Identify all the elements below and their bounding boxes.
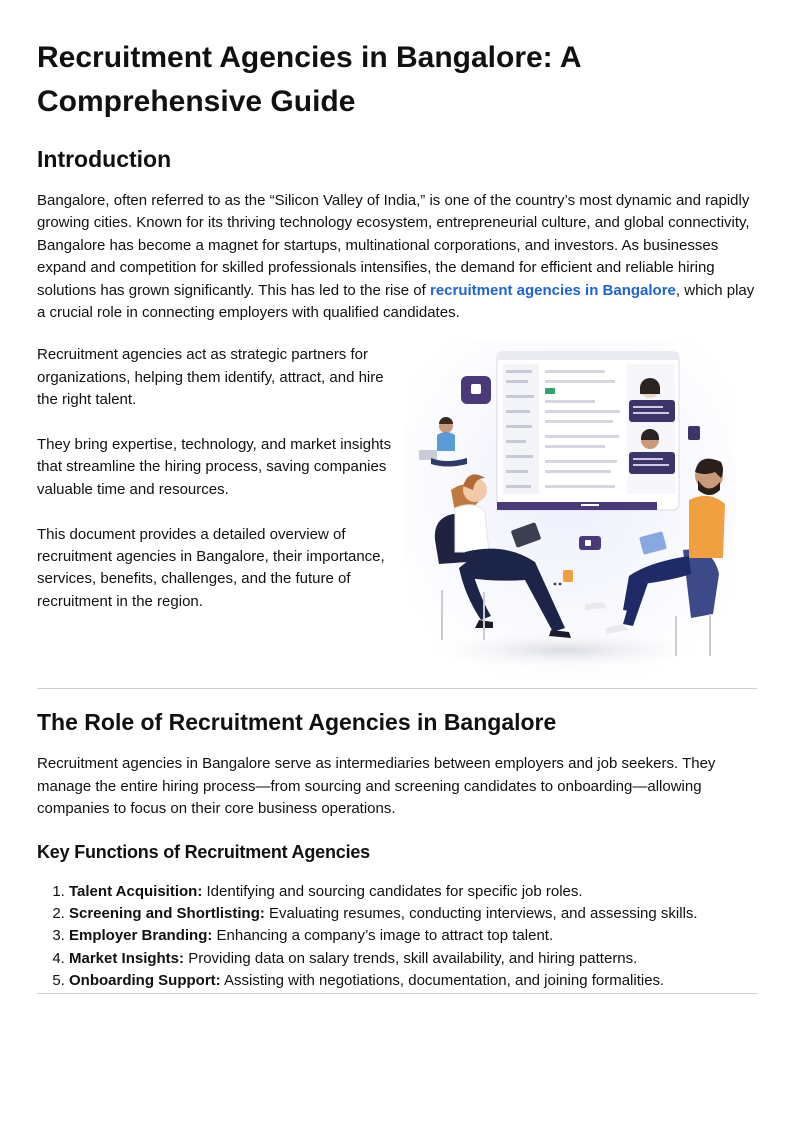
list-item-label: Talent Acquisition: — [69, 882, 203, 900]
list-item — [69, 903, 757, 925]
intro-two-column — [37, 340, 757, 688]
floating-badge-orange — [563, 570, 573, 582]
list-item-text: Evaluating resumes, conducting interviews, and assessing skills. — [264, 905, 698, 923]
intro-text-after-link: , which play a crucial role in connecting employers with qualified candidates. — [37, 281, 755, 322]
key-functions-list — [37, 881, 757, 993]
list-item-label: Market Insights: — [69, 949, 185, 967]
intro-heading: Introduction — [37, 146, 172, 172]
role-paragraph: Recruitment agencies in Bangalore serve as intermediaries between employers and job seekers. They manage the entire hiring process—from sourcing and screening candidates to onboarding—allowing companies to focus on their core business operations. — [37, 755, 716, 818]
intro-paragraph — [37, 190, 757, 324]
document-icon — [688, 426, 700, 440]
list-item-text: Identifying and sourcing candidates for specific job roles. — [202, 882, 583, 900]
list-item-label: Employer Branding: — [69, 927, 213, 945]
key-functions-heading: Key Functions of Recruitment Agencies — [37, 841, 370, 862]
intro-text-before-link: Bangalore, often referred to as the “Silicon Valley of India,” is one of the country’s most dynamic and rapidly growing cities. Known for its thriving technology ecosystem, entrepreneurial culture, and global connectivity, Bangalore has become a magnet for startups, multinational corporations, and investors. As businesses expand and competition for skilled professionals intensifies, the demand for efficient and reliable hiring solutions has grown significantly. This has led to the rise of — [37, 192, 750, 299]
recruitment-illustration — [405, 340, 735, 680]
recruitment-agencies-link[interactable]: recruitment agencies in Bangalore — [429, 281, 676, 299]
side-paragraph-2: They bring expertise, technology, and market insights that streamline the hiring process, saving companies valuable time and resources. — [37, 436, 392, 498]
side-paragraph-3: This document provides a detailed overview of recruitment agencies in Bangalore, their importance, services, benefits, challenges, and the future of recruitment in the region. — [37, 525, 385, 610]
page-title: Recruitment Agencies in Bangalore: A Comprehensive Guide — [37, 41, 581, 118]
list-item-text: Providing data on salary trends, skill availability, and hiring patterns. — [184, 949, 638, 967]
role-heading: The Role of Recruitment Agencies in Bangalore — [37, 709, 557, 736]
list-item-text: Assisting with negotiations, documentation, and joining formalities. — [220, 972, 665, 990]
list-item-label: Onboarding Support: — [69, 972, 221, 990]
section-divider — [37, 688, 757, 689]
list-item — [69, 881, 757, 903]
list-item-label: Screening and Shortlisting: — [69, 905, 265, 923]
list-item-text: Enhancing a company’s image to attract top talent. — [212, 927, 554, 945]
side-paragraph-1: Recruitment agencies act as strategic partners for organizations, helping them identify, attract, and hire the right talent. — [37, 346, 384, 409]
list-item — [69, 925, 757, 947]
list-item — [69, 970, 757, 992]
logo-badge-mark — [471, 384, 481, 394]
list-item — [69, 948, 757, 970]
side-text-column — [37, 344, 397, 613]
section-divider-bottom — [37, 993, 757, 994]
